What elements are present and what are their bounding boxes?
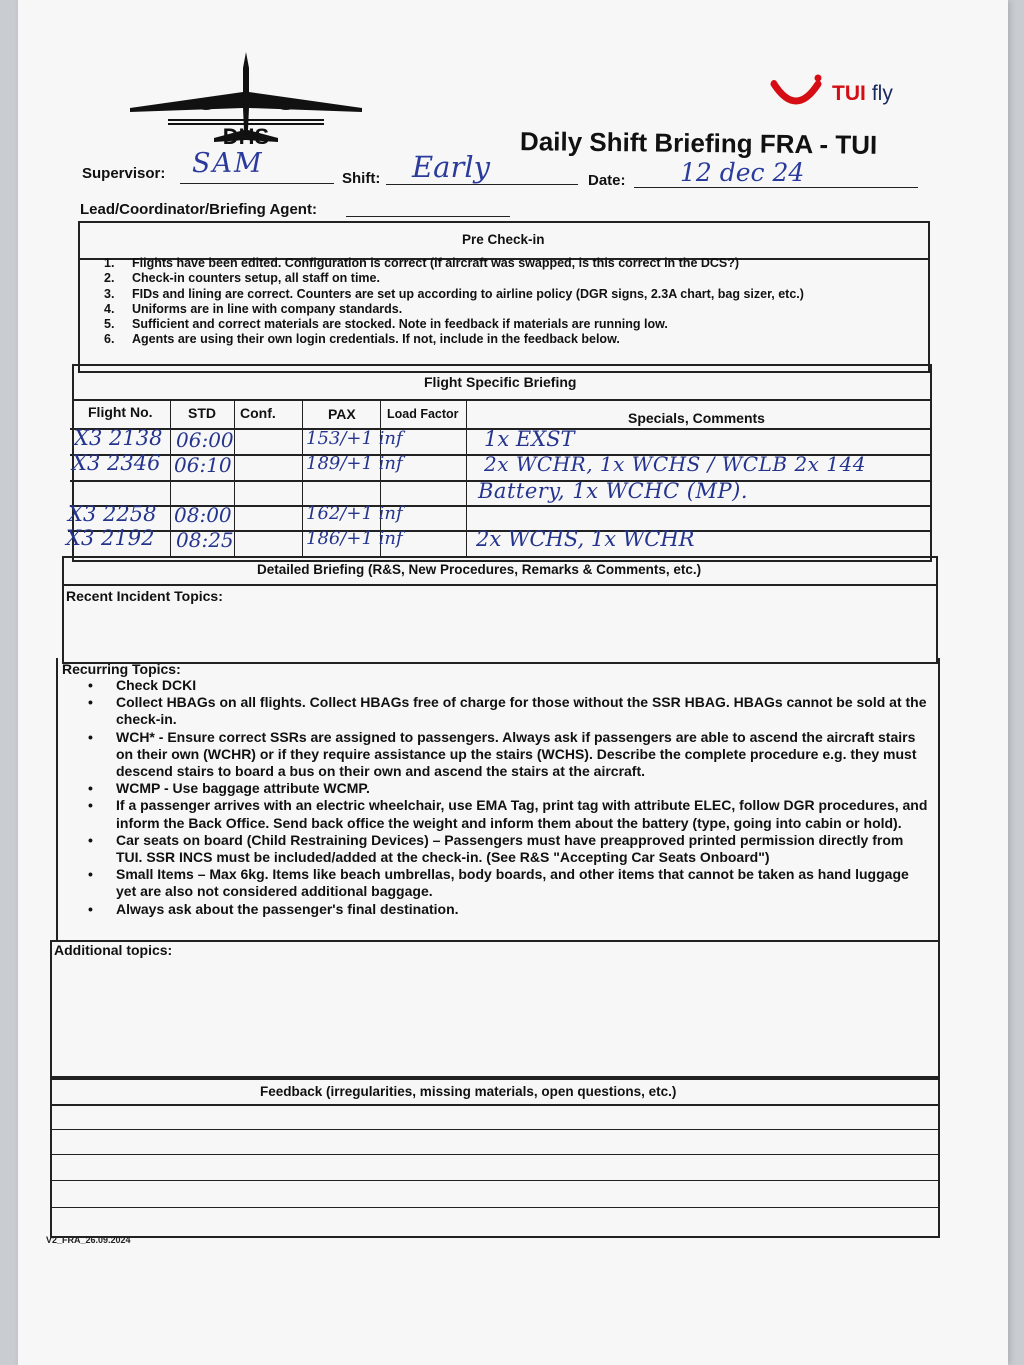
recurring-topic-item: • WCMP - Use baggage attribute WCMP.	[88, 780, 928, 797]
flight-table-top	[72, 399, 930, 401]
supervisor-label: Supervisor:	[82, 165, 166, 182]
dhs-airplane-logo	[128, 50, 364, 146]
recurring-topic-item: • Car seats on board (Child Restraining Devices) – Passengers must have preapproved printed permission directly from TUI. SSR INCS must be included/added at the check-in. (See R&S "Accepting Car Seats Onboard")	[88, 832, 928, 866]
pre-checkin-item: 5. Sufficient and correct materials are stocked. Note in feedback if materials are running low.	[104, 317, 668, 332]
dhs-logo-text: DHS	[222, 124, 270, 146]
row5-comment: 2x WCHS, 1x WCHR	[476, 527, 695, 551]
row2-pax: 189/+1 inf	[306, 453, 403, 474]
lead-label: Lead/Coordinator/Briefing Agent:	[80, 201, 317, 218]
col-divider	[466, 399, 467, 557]
feedback-line	[50, 1104, 938, 1106]
pre-checkin-item: 3. FIDs and lining are correct. Counters are set up according to airline policy (DGR signs, 2.3A chart, bag sizer, etc.)	[104, 286, 804, 301]
row5-std: 08:25	[176, 528, 234, 552]
pre-checkin-item: 6. Agents are using their own login credentials. If not, include in the feedback below.	[104, 332, 620, 347]
feedback-line	[50, 1129, 938, 1130]
col-header-flight-no: Flight No.	[88, 404, 153, 420]
feedback-line	[50, 1207, 938, 1208]
col-header-pax: PAX	[328, 406, 356, 422]
row2-std: 06:10	[174, 453, 232, 477]
lead-line	[346, 216, 510, 217]
row3-comment: Battery, 1x WCHC (MP).	[478, 479, 749, 503]
row5-flight: X3 2192	[66, 526, 155, 550]
row1-pax: 153/+1 inf	[306, 428, 403, 449]
pre-checkin-item: 4. Uniforms are in line with company standards.	[104, 301, 403, 316]
row4-std: 08:00	[174, 503, 232, 527]
shift-label: Shift:	[342, 170, 381, 187]
pre-checkin-item: 2. Check-in counters setup, all staff on time.	[104, 271, 380, 286]
recurring-topics-label: Recurring Topics:	[62, 661, 181, 677]
row1-comment: 1x EXST	[484, 427, 575, 451]
row4-pax: 162/+1 inf	[306, 503, 403, 524]
col-header-std: STD	[188, 405, 216, 421]
feedback-line	[50, 1154, 938, 1155]
document-version: V2_FRA_26.09.2024	[46, 1235, 131, 1245]
tui-smile-icon	[770, 74, 826, 114]
pre-checkin-list	[104, 256, 804, 348]
supervisor-line	[180, 183, 334, 184]
date-value: 12 dec 24	[680, 158, 805, 187]
detailed-briefing-heading: Detailed Briefing (R&S, New Procedures, Remarks & Comments, etc.)	[257, 562, 702, 577]
tui-logo-text: TUI	[832, 82, 866, 105]
shift-value: Early	[412, 150, 490, 184]
row1-std: 06:00	[176, 428, 234, 452]
recurring-topic-item: • Check DCKI	[88, 677, 928, 694]
row2-flight: X3 2346	[72, 451, 161, 475]
shift-line	[386, 184, 578, 185]
row4-flight: X3 2258	[68, 502, 157, 526]
detailed-heading-divider	[62, 584, 936, 586]
date-label: Date:	[588, 172, 626, 189]
feedback-heading: Feedback (irregularities, missing materials, open questions, etc.)	[260, 1084, 677, 1099]
row5-pax: 186/+1 inf	[306, 528, 403, 549]
feedback-line	[50, 1180, 938, 1181]
recurring-topic-item: • Small Items – Max 6kg. Items like beach umbrellas, body boards, and other items that cannot be taken as hand luggage yet are also not considered additional baggage.	[88, 866, 928, 900]
recurring-topic-item: • WCH* - Ensure correct SSRs are assigned to passengers. Always ask if passengers are able to ascend the aircraft stairs on their own (WCHR) or if they require assistance up the stairs (WCHS). Describe the complete procedure e.g. they must descend stairs to board a bus on their own and ascend the stairs at the aircraft.	[88, 729, 928, 781]
page-title: Daily Shift Briefing FRA - TUI	[519, 126, 878, 160]
feedback-box	[50, 1076, 940, 1238]
col-header-load-factor: Load Factor	[387, 407, 459, 421]
col-divider	[302, 399, 303, 557]
supervisor-value: SAM	[192, 148, 264, 179]
recurring-topics-list	[88, 677, 928, 918]
row1-flight: X3 2138	[74, 426, 163, 450]
recent-incident-label: Recent Incident Topics:	[66, 588, 223, 604]
date-line	[634, 187, 918, 188]
recurring-topic-item: • Always ask about the passenger's final destination.	[88, 901, 928, 918]
recurring-topic-item: • If a passenger arrives with an electric wheelchair, use EMA Tag, print tag with attribute ELEC, follow DGR procedures, and inform the Back Office. Send back office the weight and inform them about the battery (type, going into cabin or hold).	[88, 797, 928, 831]
col-divider	[234, 399, 235, 557]
additional-topics-box	[50, 940, 940, 1080]
col-header-conf: Conf.	[240, 405, 276, 421]
tui-fly-text: fly	[871, 82, 893, 105]
pre-checkin-item: 1. Flights have been edited. Configuration is correct (if aircraft was swapped, is this correct in the DCS?)	[104, 256, 740, 270]
pre-checkin-heading: Pre Check-in	[462, 232, 545, 247]
row2-comment: 2x WCHR, 1x WCHS / WCLB 2x 144	[484, 452, 866, 476]
tui-fly-logo	[770, 70, 893, 118]
col-header-comments: Specials, Comments	[628, 410, 765, 426]
additional-topics-label: Additional topics:	[54, 942, 173, 958]
col-divider	[170, 399, 171, 557]
recurring-topic-item: • Collect HBAGs on all flights. Collect HBAGs free of charge for those without the SSR HBAG. HBAGs cannot be sold at the check-in.	[88, 694, 928, 728]
flight-briefing-heading: Flight Specific Briefing	[424, 374, 577, 390]
